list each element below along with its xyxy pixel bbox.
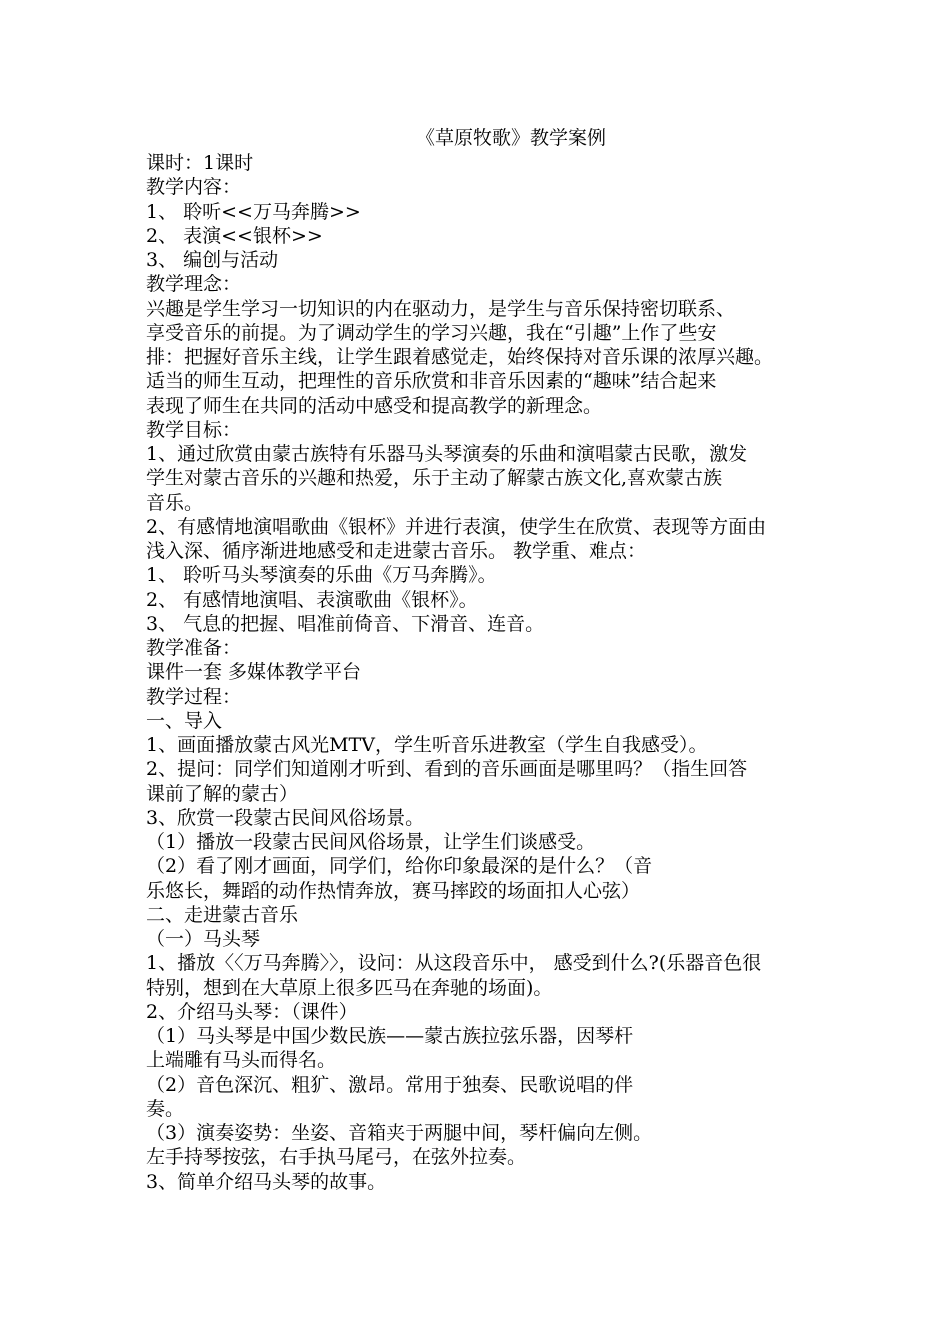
text-line: 1、通过欣赏由蒙古族特有乐器马头琴演奏的乐曲和演唱蒙古民歌，激发 [146,443,748,465]
text-line: 乐悠长，舞蹈的动作热情奔放，赛马摔跤的场面扣人心弦） [146,879,641,902]
text-line: （一）马头琴 [146,928,261,950]
text-line: 浅入深、循序渐进地感受和走进蒙古音乐。 教学重、难点： [146,540,647,562]
text-line: 课时：1课时 [146,152,254,174]
text-line: 2、 有感情地演唱、表演歌曲《银杯》。 [146,588,478,611]
text-line: 教学目标： [146,418,242,441]
text-line: 1、 聆听<<万马奔腾>> [146,200,361,223]
text-line: 教学过程： [146,685,242,708]
text-line: 3、 气息的把握、唱准前倚音、下滑音、连音。 [146,612,545,635]
text-line: 上端雕有马头而得名。 [146,1049,337,1072]
text-line: 左手持琴按弦，右手执马尾弓，在弦外拉奏。 [146,1146,527,1169]
text-line: 1、播放〈〈万马奔腾〉〉，设问：从这段音乐中， 感受到什么?(乐器音色很 [146,952,762,975]
text-line: 表现了师生在共同的活动中感受和提高教学的新理念。 [146,394,603,417]
text-line: 排：把握好音乐主线，让学生跟着感觉走，始终保持对音乐课的浓厚兴趣。 [146,346,774,368]
text-line: 学生对蒙古音乐的兴趣和热爱，乐于主动了解蒙古族文化,喜欢蒙古族 [146,467,723,490]
text-line: 音乐。 [146,491,204,514]
text-line: 适当的师生互动，把理性的音乐欣赏和非音乐因素的“趣味”结合起来 [146,370,717,393]
text-line: 2、 表演<<银杯>> [146,224,323,247]
text-line: 2、介绍马头琴：（课件） [146,1000,358,1023]
document-body [146,151,816,1194]
text-line: 1、 聆听马头琴演奏的乐曲《万马奔腾》。 [146,564,497,587]
text-line: 1、画面播放蒙古风光MTV，学生听音乐进教室（学生自我感受）。 [146,734,708,756]
document-page [146,126,816,1194]
text-line: 课前了解的蒙古） [146,782,299,805]
text-line: （2）音色深沉、粗犷、激昂。常用于独奏、民歌说唱的伴 [146,1073,634,1096]
text-line: （1）马头琴是中国少数民族——蒙古族拉弦乐器，因琴杆 [146,1025,634,1047]
text-line: 3、 编创与活动 [146,249,279,271]
text-line: （3）演奏姿势：坐姿、音箱夹于两腿中间，琴杆偏向左侧。 [146,1122,653,1144]
text-line: 课件一套 多媒体教学平台 [146,661,362,684]
text-line: 特别，想到在大草原上很多匹马在奔驰的场面)。 [146,976,553,999]
text-line: 2、有感情地演唱歌曲《银杯》并进行表演，使学生在欣赏、表现等方面由 [146,515,767,538]
text-line: 享受音乐的前提。为了调动学生的学习兴趣，我在“引趣”上作了些安 [146,321,717,344]
text-line: 教学内容： [146,176,242,199]
text-line: （2）看了刚才画面，同学们，给你印象最深的是什么？（音 [146,855,653,878]
document-title: 《草原牧歌》教学案例 [415,127,606,149]
text-line: 教学理念： [146,273,242,296]
text-line: 兴趣是学生学习一切知识的内在驱动力，是学生与音乐保持密切联系、 [146,297,736,320]
text-line: 奏。 [146,1097,185,1120]
text-line: 二、走进蒙古音乐 [146,903,299,926]
text-line: 一、导入 [146,709,223,732]
text-line: 2、提问：同学们知道刚才听到、看到的音乐画面是哪里吗？（指生回答 [146,758,748,781]
text-line: 教学准备： [146,637,242,659]
text-line: （1）播放一段蒙古民间风俗场景，让学生们谈感受。 [146,831,596,853]
text-line: 3、简单介绍马头琴的故事。 [146,1170,387,1193]
text-line: 3、欣赏一段蒙古民间风俗场景。 [146,806,425,829]
